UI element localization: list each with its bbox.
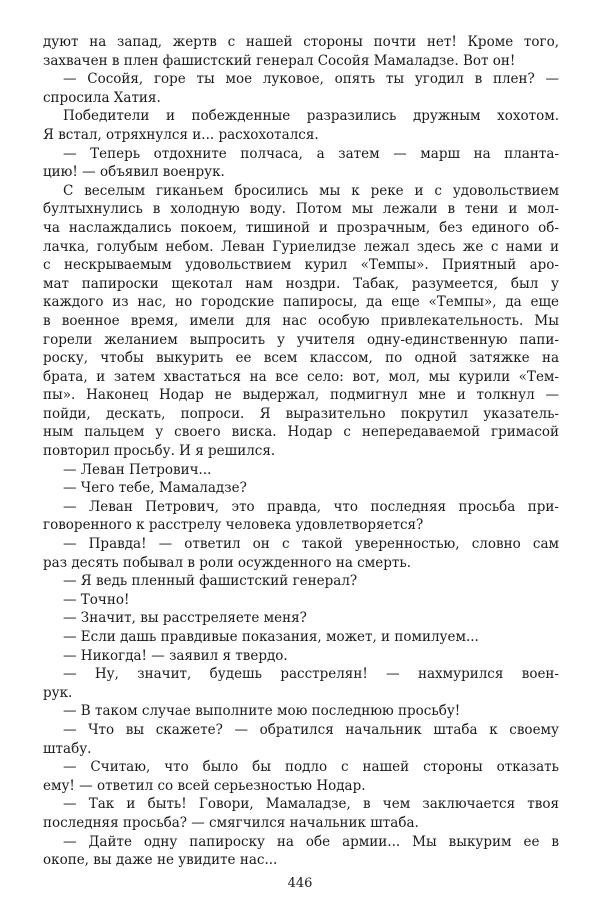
- text-line: Победители и побежденные разразились дружным хохотом.: [63, 108, 559, 125]
- text-line: захвачен в плен фашистский генерал Сосойя Мамаладзе. Вот он!: [43, 52, 516, 69]
- text-line: пойди, дескать, попроси. Я выразительно покрутил указатель-: [43, 405, 559, 422]
- text-line: С веселым гиканьем бросились мы к реке и с удовольствием: [63, 182, 559, 199]
- text-line: спросила Хатия.: [43, 89, 161, 106]
- text-line: лачка, голубым небом. Леван Гуриелидзе лежал здесь же с нами и: [43, 238, 559, 255]
- text-line: ным пальцем у своего виска. Нодар с непередаваемой гримасой: [43, 424, 559, 441]
- text-line: — Считаю, что было бы подло с нашей стороны отказать: [63, 759, 559, 776]
- text-line: — Теперь отдохните полчаса, а затем — марш на планта-: [63, 145, 559, 162]
- text-line: повторил просьбу. И я решился.: [43, 443, 276, 460]
- text-line: — В таком случае выполните мою последнюю просьбу!: [63, 703, 461, 720]
- text-line: — Я ведь пленный фашистский генерал?: [63, 573, 358, 590]
- text-line: — Значит, вы расстреляете меня?: [63, 610, 307, 627]
- text-line: — Что вы скажете? — обратился начальник штаба к своему: [63, 721, 559, 738]
- text-line: мат папироски щекотал нам ноздри. Табак, разумеется, был у: [43, 275, 559, 292]
- text-line: каждого из нас, но городские папиросы, да еще «Темпы», да еще: [43, 294, 559, 311]
- text-line: дуют на запад, жертв с нашей стороны почти нет! Кроме того,: [43, 34, 559, 50]
- text-line: штабу.: [43, 740, 92, 757]
- text-line: — Чего тебе, Мамаладзе?: [63, 480, 247, 497]
- text-line: — Леван Петрович...: [63, 461, 212, 478]
- text-line: раз десять побывал в роли осужденного на смерть.: [43, 554, 411, 571]
- text-line: — Правда! — ответил он с такой уверенностью, словно сам: [63, 536, 559, 553]
- text-line: с нескрываемым удовольствием курил «Темпы». Приятный аро-: [43, 257, 559, 274]
- text-line: ча наслаждались покоем, тишиной и прозрачным, без единого об-: [43, 219, 559, 236]
- text-line: — Так и быть! Говори, Мамаладзе, в чем заключается твоя: [63, 796, 559, 813]
- text-line: — Ну, значит, будешь расстрелян! — нахмурился воен-: [63, 666, 559, 683]
- page-number: 446: [287, 876, 313, 891]
- text-line: брата, и затем хвастаться на все село: вот, мол, мы курили «Тем-: [43, 368, 559, 385]
- text-line: ему! — ответил со всей серьезностью Нодар.: [43, 777, 366, 794]
- text-line: Я встал, отряхнулся и... расхохотался.: [43, 126, 319, 143]
- text-line: пы». Наконец Нодар не выдержал, подмигнул мне и толкнул —: [43, 387, 559, 404]
- text-line: говоренного к расстрелу человека удовлетворяется?: [43, 517, 424, 534]
- text-line: — Леван Петрович, это правда, что последняя просьба при-: [63, 498, 559, 515]
- text-line: — Точно!: [63, 591, 130, 608]
- text-line: окопе, вы даже не увидите нас...: [43, 852, 278, 869]
- body-text: [43, 33, 559, 870]
- text-line: — Сосойя, горе ты мое луковое, опять ты угодил в плен? —: [63, 71, 559, 88]
- text-line: роску, чтобы выкурить ее всем классом, по одной затяжке на: [43, 350, 559, 367]
- text-line: — Дайте одну папироску на обе армии... Мы выкурим ее в: [63, 833, 559, 850]
- text-line: — Если дашь правдивые показания, может, и помилуем...: [63, 629, 479, 645]
- text-line: — Никогда! — заявил я твердо.: [63, 647, 288, 664]
- text-line: горели желанием выпросить у учителя одну-единственную папи-: [43, 331, 559, 348]
- text-line: последняя просьба? — смягчился начальник штаба.: [43, 814, 419, 831]
- text-line: бултыхнулись в холодную воду. Потом мы лежали в тени и мол-: [43, 201, 559, 218]
- text-line: в военное время, имели для нас особую привлекательность. Мы: [43, 312, 559, 329]
- text-line: рук.: [43, 684, 73, 701]
- text-line: цию! — объявил военрук.: [43, 164, 225, 181]
